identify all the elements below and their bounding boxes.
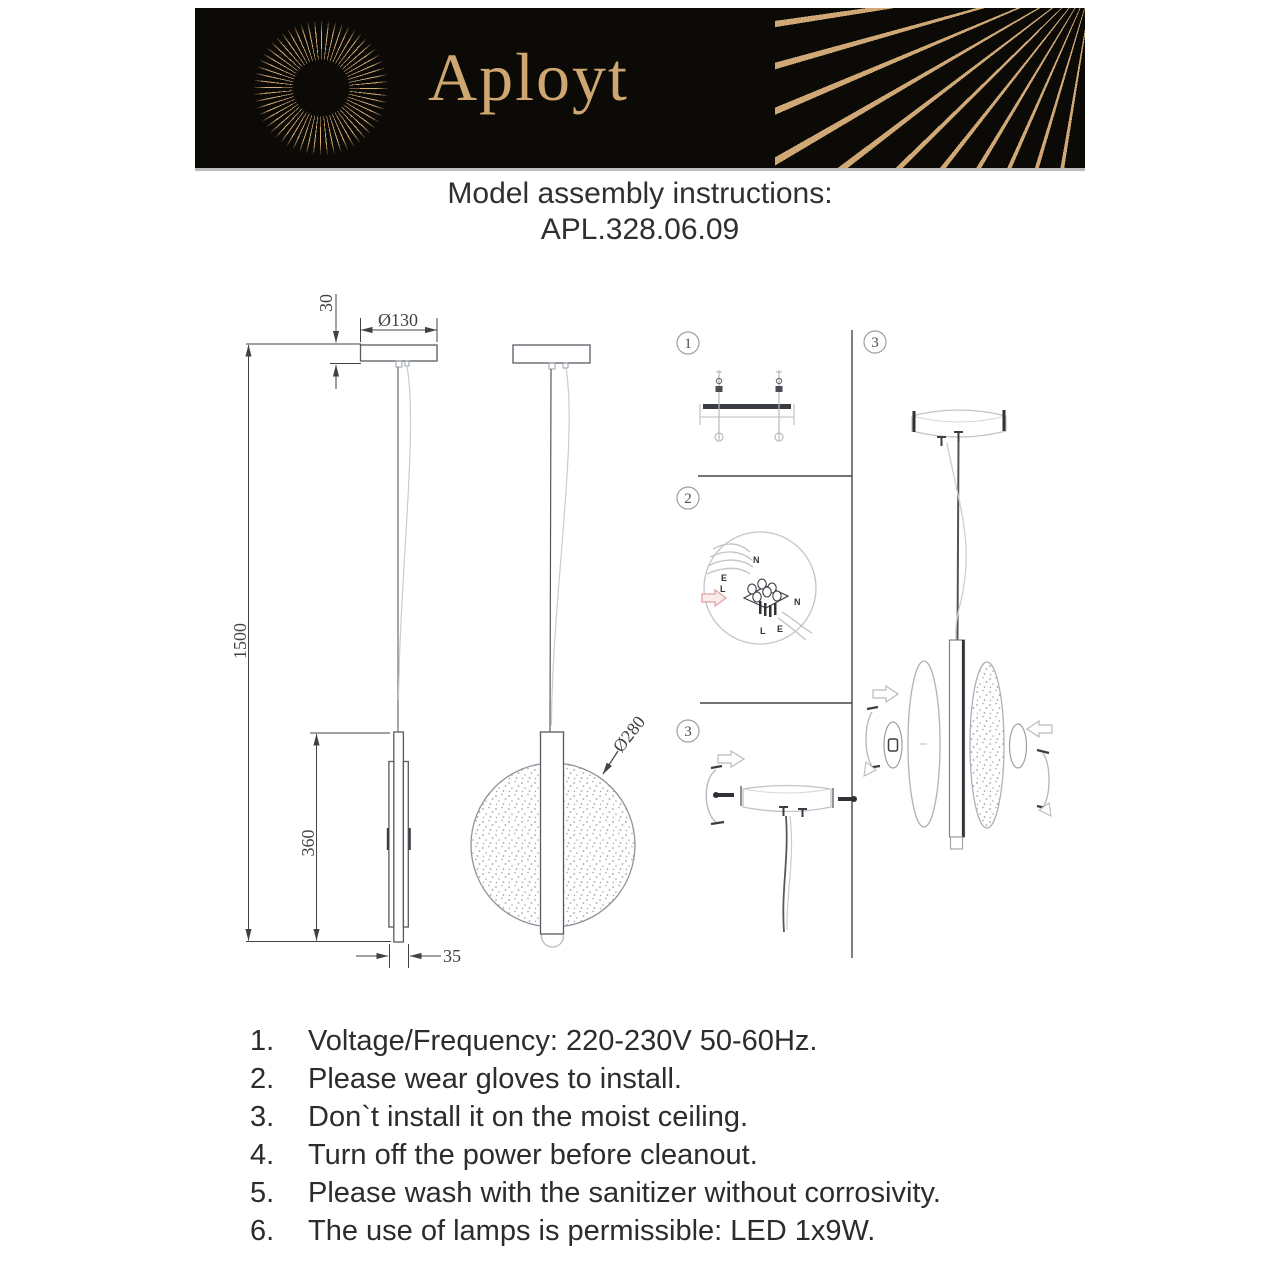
instruction-list — [250, 1022, 941, 1250]
title-block — [0, 176, 1280, 248]
corner-rays-icon — [775, 8, 1085, 168]
item-number: 5. — [250, 1177, 275, 1209]
step2-wiring-diagram — [702, 532, 816, 644]
item-number: 2. — [250, 1063, 275, 1095]
wire-label-n: N — [753, 555, 760, 565]
item-text: Voltage/Frequency: 220-230V 50-60Hz. — [308, 1025, 818, 1057]
item-number: 6. — [250, 1215, 275, 1247]
item-text: Please wash with the sanitizer without corrosivity. — [308, 1177, 941, 1209]
step1-number: 1 — [684, 336, 692, 352]
step3-exploded-diagram — [864, 410, 1052, 849]
list-item — [250, 1022, 941, 1060]
item-text: Turn off the power before cleanout. — [308, 1139, 758, 1171]
step3-left-number: 3 — [684, 724, 692, 740]
page-title: Model assembly instructions: — [447, 177, 833, 210]
dim-fixture-thickness: 35 — [443, 946, 461, 966]
list-item — [250, 1174, 941, 1212]
side-view — [471, 345, 635, 947]
terminal-label-n: N — [794, 597, 801, 607]
item-text: The use of lamps is permissible: LED 1x9W. — [308, 1215, 876, 1247]
step2-number: 2 — [684, 491, 692, 507]
terminal-label-e: E — [777, 624, 784, 634]
step3-right-number: 3 — [871, 335, 879, 351]
item-number: 1. — [250, 1025, 275, 1057]
sunburst-logo-icon — [254, 21, 388, 155]
dim-fixture-height: 360 — [298, 829, 318, 857]
model-number: APL.328.06.09 — [540, 213, 740, 246]
panel-dividers — [698, 330, 852, 958]
dim-canopy-diameter: Ø130 — [378, 310, 418, 330]
disc-diameter-leader — [603, 712, 649, 774]
front-view — [361, 345, 438, 942]
terminal-label-l: L — [760, 626, 766, 636]
item-number: 4. — [250, 1139, 275, 1171]
wire-label-e: E — [721, 573, 728, 583]
list-item — [250, 1060, 941, 1098]
front-dimensions — [246, 294, 441, 968]
dim-canopy-offset: 30 — [316, 294, 336, 312]
technical-drawing — [0, 285, 1280, 980]
list-item — [250, 1098, 941, 1136]
dim-disc-diameter: Ø280 — [608, 712, 650, 756]
item-text: Don`t install it on the moist ceiling. — [308, 1101, 749, 1133]
list-item — [250, 1136, 941, 1174]
brand-name: Aployt — [428, 39, 629, 115]
list-item — [250, 1212, 941, 1250]
brand-banner — [195, 8, 1085, 171]
step3-canopy-diagram — [706, 751, 857, 932]
dim-total-height: 1500 — [230, 623, 250, 659]
item-number: 3. — [250, 1101, 275, 1133]
wire-label-l: L — [720, 584, 726, 594]
item-text: Please wear gloves to install. — [308, 1063, 682, 1095]
step1-bracket-diagram — [700, 370, 794, 441]
